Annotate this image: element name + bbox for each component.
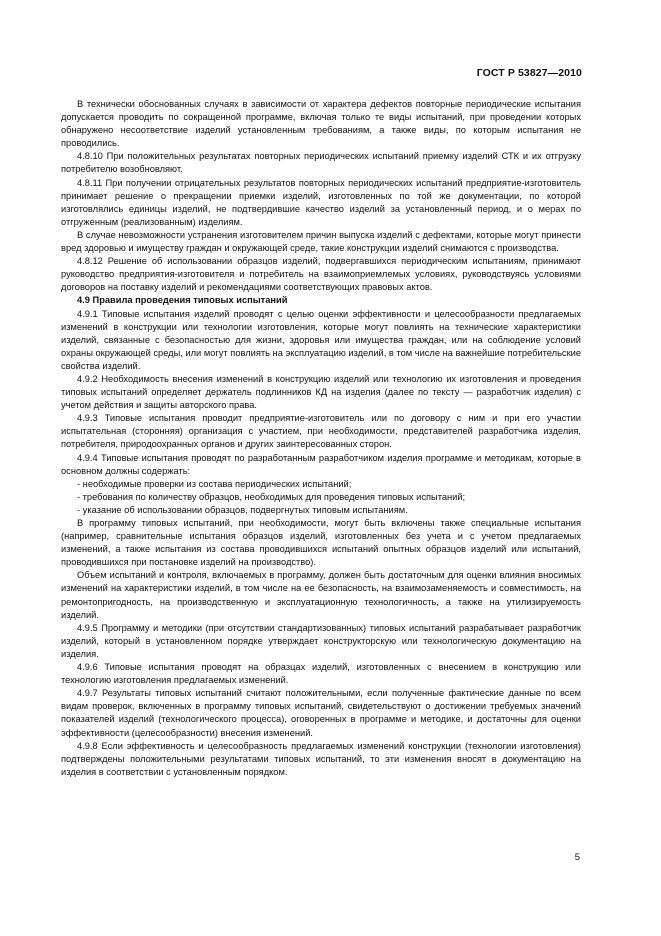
list-item: - указание об использовании образцов, подвергнутых типовым испытаниям. xyxy=(77,504,408,515)
paragraph: 4.9.2 Необходимость внесения изменений в конструкцию изделий или технологию их изготовления и проведения типовых испытаний определяет держатель подлинников КД на изделия (далее по тексту — разработчик изделия) с учетом действия и защиты авторского права. xyxy=(61,373,581,411)
section-heading: 4.9 Правила проведения типовых испытаний xyxy=(77,295,288,306)
paragraph: 4.9.8 Если эффективность и целесообразность предлагаемых изменений конструкции (технологии изготовления) подтверждены положительными результатами типовых испытаний, то эти изменения вносят в документацию на изделия в соответствии с установленным порядком. xyxy=(61,740,581,777)
paragraph: 4.8.11 При получении отрицательных результатов повторных периодических испытаний предприятие-изготовитель принимает решение о прекращении приемки изделий, изготовленных по той же документации, по которой изготовлялись единицы изделий, не подтвердившие качество изделий за установленный период, и о мерах по отгруженным (реализованным) изделиям. xyxy=(61,177,581,227)
paragraph: 4.9.5 Программу и методики (при отсутствии стандартизованных) типовых испытаний разрабатывает разработчик изделий, который в установленном порядке утверждает конструкторскую или технологическую документацию на изделия. xyxy=(61,622,581,659)
paragraph: 4.9.7 Результаты типовых испытаний считают положительными, если полученные фактические данные по всем видам проверок, включенных в программу типовых испытаний, свидетельствуют о достижении требуемых значений показателей изделий (технологического процесса), оговоренных в программе и методике, и достаточны для оценки эффективности (целесообразности) внесения изменений. xyxy=(61,688,581,738)
paragraph: В технически обоснованных случаях в зависимости от характера дефектов повторные периодические испытания допускается проводить по сокращенной программе, включая только те виды испытаний, при проведении которых обнаружено несоответствие изделий установленным требованиям, а также виды, по которым испытания не проводились. xyxy=(61,99,581,149)
paragraph: 4.9.6 Типовые испытания проводят на образцах изделий, изготовленных с внесением в конструкцию или технологию изготовления предлагаемых изменений. xyxy=(61,662,581,686)
paragraph: Объем испытаний и контроля, включаемых в программу, должен быть достаточным для оценки влияния вносимых изменений на характеристики изделий, в том числе на ее безопасность, на взаимозаменяемость и совместимость, на ремонтопригодность, на производственную и эксплуатационную технологичность, а также на утилизируемость изделий. xyxy=(61,570,581,620)
paragraph: 4.8.12 Решение об использовании образцов изделий, подвергавшихся периодическим испытаниям, принимают руководство предприятия-изготовителя и потребитель на взаимоприемлемых условиях, руководствуясь условиями договоров на поставку изделий и рекомендациями соответствующих правовых актов. xyxy=(61,256,581,293)
paragraph: 4.9.4 Типовые испытания проводят по разработанным разработчиком изделия программе и методикам, которые в основном должны содержать: xyxy=(61,452,581,476)
paragraph: 4.9.1 Типовые испытания изделий проводят с целью оценки эффективности и целесообразности предлагаемых изменений в конструкции или технологии изготовления, которые могут повлиять на технические характеристики изделий, связанные с безопасностью для жизни, здоровья или имущества граждан, или на соблюдение условий охраны окружающей среды, или могут повлиять на эксплуатацию изделий, в том числе на важнейшие потребительские свойства изделий. xyxy=(61,308,581,371)
paragraph: В программу типовых испытаний, при необходимости, могут быть включены также специальные испытания (например, сравнительные испытания образцов изделий, изготовленных без учета и с учетом предлагаемых изменений, а также испытания из состава проводившихся испытаний опытных образцов изделий или испытаний, проводившихся при постановке изделий на производство). xyxy=(61,518,581,568)
paragraph: 4.8.10 При положительных результатах повторных периодических испытаний приемку изделий СТК и их отгрузку потребителю возобновляют. xyxy=(61,151,581,175)
list-item: - требования по количеству образцов, необходимых для проведения типовых испытаний; xyxy=(77,491,466,502)
page-number: 5 xyxy=(574,852,580,863)
requirements-list xyxy=(61,478,581,517)
document-body xyxy=(61,98,581,779)
paragraph: 4.9.3 Типовые испытания проводит предприятие-изготовитель или по договору с ним и при его участии испытательная (сторонняя) организация с участием, при необходимости, представителей разработчика изделия, потребителя, природоохранных органов и других заинтересованных сторон. xyxy=(61,413,581,450)
document-code: ГОСТ Р 53827—2010 xyxy=(476,67,582,79)
paragraph: В случае невозможности устранения изготовителем причин выпуска изделий с дефектами, которые могут принести вред здоровью и имуществу граждан и окружающей среде, такие конструкции изделий снимаются с производства. xyxy=(61,229,581,254)
list-item: - необходимые проверки из состава периодических испытаний; xyxy=(77,478,352,489)
